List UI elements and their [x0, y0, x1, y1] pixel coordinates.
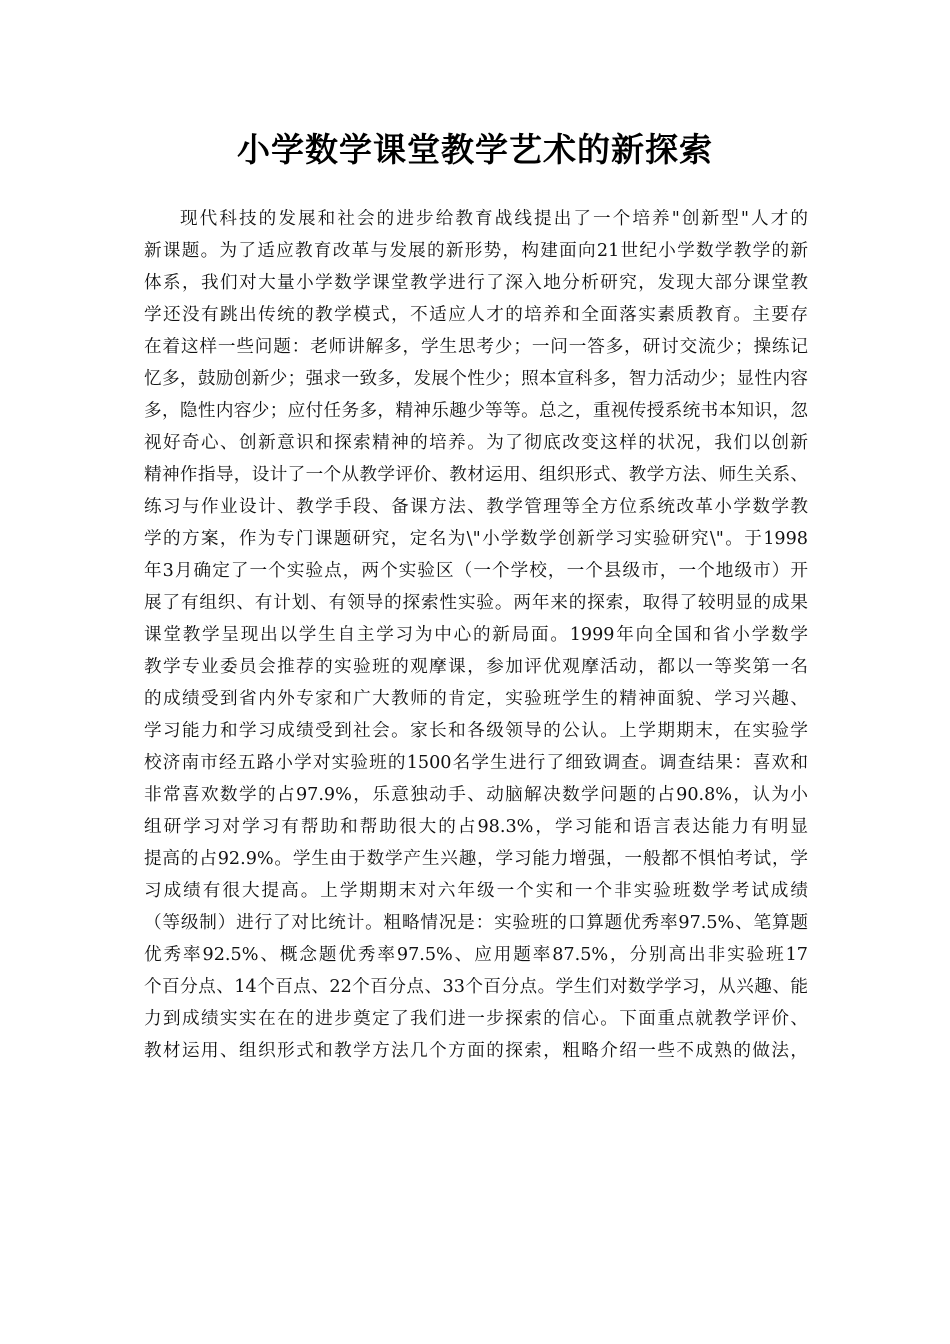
- text-line: 的成绩受到省内外专家和广大教师的肯定，实验班学生的精神面貌、学习兴趣、: [144, 689, 808, 709]
- text-line: 教学专业委员会推荐的实验班的观摩课，参加评优观摩活动，都以一等奖第一名: [144, 657, 808, 677]
- text-line: 多，隐性内容少；应付任务多，精神乐趣少等等。总之，重视传授系统书本知识，忽: [144, 401, 808, 421]
- text-line: 力到成绩实实在在的进步奠定了我们进一步探索的信心。下面重点就教学评价、: [144, 1009, 808, 1029]
- text-line: 精神作指导，设计了一个从教学评价、教材运用、组织形式、教学方法、师生关系、: [144, 465, 808, 485]
- text-line: 展了有组织、有计划、有领导的探索性实验。两年来的探索，取得了较明显的成果: [144, 593, 808, 613]
- text-line: 学习能力和学习成绩受到社会。家长和各级领导的公认。上学期期末，在实验学: [144, 721, 808, 741]
- text-line: 习成绩有很大提高。上学期期末对六年级一个实和一个非实验班数学考试成绩: [144, 881, 808, 901]
- text-line: 学还没有跳出传统的教学模式，不适应人才的培养和全面落实素质教育。主要存: [144, 305, 808, 325]
- text-line: 年3月确定了一个实验点，两个实验区（一个学校，一个县级市，一个地级市）开: [144, 561, 808, 581]
- text-line: 视好奇心、创新意识和探索精神的培养。为了彻底改变这样的状况，我们以创新: [144, 433, 808, 453]
- text-line: 在着这样一些问题：老师讲解多，学生思考少；一问一答多，研讨交流少；操练记: [144, 337, 808, 357]
- text-line: 练习与作业设计、教学手段、备课方法、教学管理等全方位系统改革小学数学教: [144, 497, 808, 517]
- text-line: 提高的占92.9%。学生由于数学产生兴趣，学习能力增强，一般都不惧怕考试，学: [144, 849, 808, 869]
- text-line: 新课题。为了适应教育改革与发展的新形势，构建面向21世纪小学数学教学的新: [144, 241, 808, 261]
- text-line: 非常喜欢数学的占97.9%，乐意独动手、动脑解决数学问题的占90.8%，认为小: [144, 785, 808, 805]
- text-line: 体系，我们对大量小学数学课堂教学进行了深入地分析研究，发现大部分课堂教: [144, 273, 808, 293]
- text-line: 校济南市经五路小学对实验班的1500名学生进行了细致调查。调查结果：喜欢和: [144, 753, 808, 773]
- text-line: 教材运用、组织形式和教学方法几个方面的探索，粗略介绍一些不成熟的做法，: [144, 1041, 808, 1061]
- document-title: 小学数学课堂教学艺术的新探索: [237, 130, 713, 169]
- text-line: 现代科技的发展和社会的进步给教育战线提出了一个培养"创新型"人才的: [180, 209, 808, 229]
- text-line: （等级制）进行了对比统计。粗略情况是：实验班的口算题优秀率97.5%、笔算题: [144, 913, 808, 933]
- body-paragraph: [144, 203, 808, 1067]
- text-line: 忆多，鼓励创新少；强求一致多，发展个性少；照本宣科多，智力活动少；显性内容: [144, 369, 808, 389]
- text-line: 课堂教学呈现出以学生自主学习为中心的新局面。1999年向全国和省小学数学: [144, 625, 808, 645]
- text-line: 组研学习对学习有帮助和帮助很大的占98.3%，学习能和语言表达能力有明显: [144, 817, 808, 837]
- text-line: 学的方案，作为专门课题研究，定名为\"小学数学创新学习实验研究\"。于1998: [144, 529, 808, 549]
- text-line: 个百分点、14个百点、22个百分点、33个百分点。学生们对数学学习，从兴趣、能: [144, 977, 808, 997]
- text-line: 优秀率92.5%、概念题优秀率97.5%、应用题率87.5%，分别高出非实验班17: [144, 945, 808, 965]
